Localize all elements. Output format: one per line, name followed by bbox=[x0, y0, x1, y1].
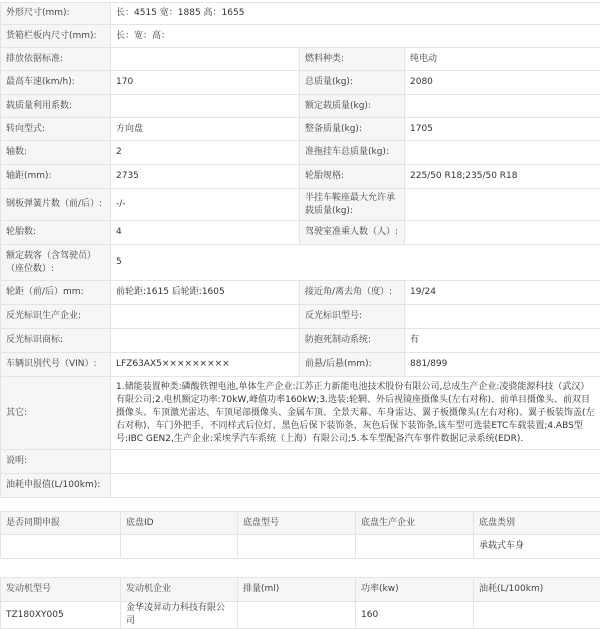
label-abs: 防抱死制动系统: bbox=[300, 329, 405, 353]
row-vin-overhang bbox=[1, 353, 600, 377]
label-rated-seats: 额定载客（含驾驶员）（座位数）: bbox=[1, 245, 111, 281]
label-other: 其它: bbox=[1, 377, 111, 450]
value-vin: LFZ63AX5××××××××× bbox=[111, 353, 300, 377]
label-leaf-springs: 钢板弹簧片数（前/后）: bbox=[1, 189, 111, 221]
chassis-header-maker: 底盘生产企业 bbox=[356, 512, 474, 535]
chassis-data-row bbox=[1, 535, 600, 559]
chassis-cell-sync bbox=[1, 535, 121, 559]
label-fuel-type: 燃料种类: bbox=[300, 48, 405, 71]
row-axles-trailer bbox=[1, 141, 600, 165]
label-tire-spec: 轮胎规格: bbox=[300, 165, 405, 189]
label-reflector-model: 反光标识型号: bbox=[300, 305, 405, 329]
label-fuel-consumption: 油耗申报值(L/100km): bbox=[1, 474, 111, 498]
value-total-mass: 2080 bbox=[405, 71, 600, 95]
value-tire-count: 4 bbox=[111, 221, 300, 245]
engine-header-displacement: 排量(ml) bbox=[238, 578, 356, 602]
row-load-coefficient bbox=[1, 95, 600, 118]
engine-cell-power: 160 bbox=[356, 602, 474, 629]
value-dimensions: 长：4515 宽：1885 高：1655 bbox=[111, 3, 600, 25]
value-saddle-load bbox=[405, 189, 600, 221]
chassis-header-model: 底盘型号 bbox=[238, 512, 356, 535]
row-reflector-maker bbox=[1, 305, 600, 329]
row-seats bbox=[1, 245, 600, 281]
value-cab-capacity bbox=[405, 221, 600, 245]
value-tire-spec: 225/50 R18;235/50 R18 bbox=[405, 165, 600, 189]
engine-header-consumption: 油耗(L/100km) bbox=[474, 578, 600, 602]
row-steering-curb bbox=[1, 118, 600, 141]
label-steering: 转向型式: bbox=[1, 118, 111, 141]
value-leaf-springs: -/- bbox=[111, 189, 300, 221]
label-wheelbase: 轴距(mm): bbox=[1, 165, 111, 189]
chassis-header-category: 底盘类别 bbox=[474, 512, 600, 535]
label-rated-load: 额定载质量(kg): bbox=[300, 95, 405, 118]
row-notes bbox=[1, 450, 600, 474]
value-load-coefficient bbox=[111, 95, 300, 118]
value-rated-seats: 5 bbox=[111, 245, 600, 281]
chassis-cell-model bbox=[238, 535, 356, 559]
row-other bbox=[1, 377, 600, 450]
row-wheelbase-tires bbox=[1, 165, 600, 189]
row-dimensions bbox=[1, 3, 600, 25]
value-emission-standard bbox=[111, 48, 300, 71]
engine-header-model: 发动机型号 bbox=[1, 578, 121, 602]
engine-cell-consumption bbox=[474, 602, 600, 629]
value-notes bbox=[111, 450, 600, 474]
row-fuel-consumption bbox=[1, 474, 600, 498]
label-curb-mass: 整备质量(kg): bbox=[300, 118, 405, 141]
value-trailer-mass bbox=[405, 141, 600, 165]
label-reflector-brand: 反光标识商标: bbox=[1, 329, 111, 353]
label-emission-standard: 排放依据标准: bbox=[1, 48, 111, 71]
label-axles: 轴数: bbox=[1, 141, 111, 165]
row-emission-fuel bbox=[1, 48, 600, 71]
chassis-table bbox=[0, 511, 600, 559]
label-load-coefficient: 载质量利用系数: bbox=[1, 95, 111, 118]
chassis-header-sync: 是否同期申报 bbox=[1, 512, 121, 535]
vehicle-params-table bbox=[0, 2, 600, 498]
label-approach-departure: 接近角/离去角（度）: bbox=[300, 281, 405, 305]
engine-header-maker: 发动机企业 bbox=[121, 578, 238, 602]
value-reflector-model bbox=[405, 305, 600, 329]
value-abs: 有 bbox=[405, 329, 600, 353]
value-reflector-brand bbox=[111, 329, 300, 353]
engine-header-power: 功率(kw) bbox=[356, 578, 474, 602]
row-tire-count-cab bbox=[1, 221, 600, 245]
label-track-width: 轮距（前/后）mm: bbox=[1, 281, 111, 305]
label-total-mass: 总质量(kg): bbox=[300, 71, 405, 95]
row-reflector-brand-abs bbox=[1, 329, 600, 353]
row-track-angles bbox=[1, 281, 600, 305]
value-cargo-box: 长：宽：高： bbox=[111, 25, 600, 48]
chassis-cell-id bbox=[121, 535, 238, 559]
value-approach-departure: 19/24 bbox=[405, 281, 600, 305]
engine-cell-displacement bbox=[238, 602, 356, 629]
value-fuel-consumption bbox=[111, 474, 600, 498]
value-max-speed: 170 bbox=[111, 71, 300, 95]
engine-header-row bbox=[1, 578, 600, 602]
engine-data-row bbox=[1, 602, 600, 629]
row-speed-mass bbox=[1, 71, 600, 95]
value-steering: 方向盘 bbox=[111, 118, 300, 141]
chassis-cell-category: 承载式车身 bbox=[474, 535, 600, 559]
label-cargo-box: 货箱栏板内尺寸(mm): bbox=[1, 25, 111, 48]
value-reflector-maker bbox=[111, 305, 300, 329]
chassis-header-row bbox=[1, 512, 600, 535]
value-fuel-type: 纯电动 bbox=[405, 48, 600, 71]
value-axles: 2 bbox=[111, 141, 300, 165]
value-rated-load bbox=[405, 95, 600, 118]
row-springs-saddle bbox=[1, 189, 600, 221]
value-other: 1.储能装置种类:磷酸铁锂电池,单体生产企业:江苏正力新能电池技术股份有限公司,总成生产企业:凌骁能源科技（武汉）有限公司;2.电机额定功率:70kW,峰值功率160kW;3.选装:轮辋、外后视镜座摄像头(左右对称)、前单目摄像头、前双目摄像头、车顶激光雷达、车顶尾部摄像头、金属车顶、全景天幕、车身雷达、翼子板摄像头(左右对称)、翼子板装饰盖(左右对称)、车门外把手、不同样式后位灯、黑色后保下装饰条、灰色后保下装饰条,该车型可选装ETC车载装置;4.ABS型号:IBC GEN2,生产企业:采埃孚汽车系统（上海）有限公司;5.本车型配备汽车事件数据记录系统(EDR). bbox=[111, 377, 600, 450]
label-tire-count: 轮胎数: bbox=[1, 221, 111, 245]
value-track-width: 前轮距:1615 后轮距:1605 bbox=[111, 281, 300, 305]
engine-cell-maker: 金华凌昇动力科技有限公司 bbox=[121, 602, 238, 629]
chassis-cell-maker bbox=[356, 535, 474, 559]
value-wheelbase: 2735 bbox=[111, 165, 300, 189]
label-saddle-load: 半挂车鞍座最大允许承载质量(kg): bbox=[300, 189, 405, 221]
row-cargo-box bbox=[1, 25, 600, 48]
label-notes: 说明: bbox=[1, 450, 111, 474]
label-cab-capacity: 驾驶室准乘人数（人）: bbox=[300, 221, 405, 245]
value-overhang: 881/899 bbox=[405, 353, 600, 377]
label-trailer-mass: 准拖挂车总质量(kg): bbox=[300, 141, 405, 165]
engine-table bbox=[0, 577, 600, 629]
label-overhang: 前悬/后悬(mm): bbox=[300, 353, 405, 377]
label-max-speed: 最高车速(km/h): bbox=[1, 71, 111, 95]
chassis-header-id: 底盘ID bbox=[121, 512, 238, 535]
engine-cell-model: TZ180XY005 bbox=[1, 602, 121, 629]
label-reflector-maker: 反光标识生产企业: bbox=[1, 305, 111, 329]
label-dimensions: 外形尺寸(mm): bbox=[1, 3, 111, 25]
value-curb-mass: 1705 bbox=[405, 118, 600, 141]
label-vin: 车辆识别代号（VIN）: bbox=[1, 353, 111, 377]
